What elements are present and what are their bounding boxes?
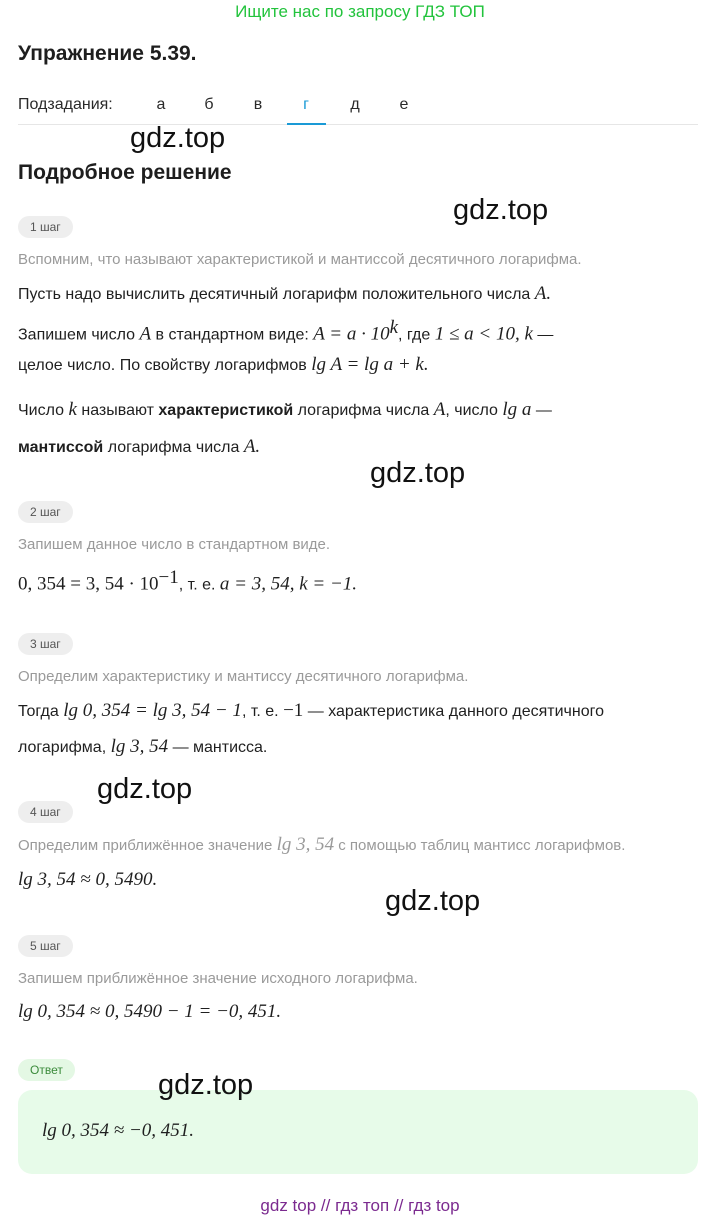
step-3-line-2: логарифма, lg 3, 54 — мантисса. [18, 736, 268, 757]
step-2-math: 0, 354 = 3, $54 \cdot 10^{-1}$, т. е. a = 3, 54, k = −1. [18, 567, 358, 595]
step-2-badge: 2 шаг [18, 501, 73, 523]
answer-math: lg 0, 354 ≈ −0, 451. [42, 1120, 195, 1141]
step-3-badge: 3 шаг [18, 633, 73, 655]
watermark: gdz.top [385, 885, 481, 917]
step-3-note: Определим характеристику и мантиссу десятичного логарифма. [18, 668, 469, 685]
step-5-note: Запишем приближённое значение исходного логарифма. [18, 970, 418, 987]
step-4-badge: 4 шаг [18, 801, 73, 823]
step-1-line-5: мантиссой логарифма числа A. [18, 436, 261, 457]
watermark: gdz.top [97, 773, 193, 805]
step-5-math: lg 0, 354 ≈ 0, 5490 − 1 = −0, 451. [18, 1001, 282, 1022]
active-tab-indicator [287, 123, 326, 125]
step-1-line-1: Пусть надо вычислить десятичный логарифм положительного числа A. [18, 283, 552, 304]
step-1-line-2: Запишем число A в стандартном виде: $A = a \cdot 10^k$, где 1 ≤ a < 10, k — [18, 317, 554, 345]
step-1-line-4: Число k называют характеристикой логарифма числа A, число lg a — [18, 399, 552, 420]
tab-g[interactable]: г [303, 96, 309, 113]
step-2-note: Запишем данное число в стандартном виде. [18, 536, 331, 553]
footer-links[interactable]: gdz top // гдз топ // гдз top [260, 1196, 460, 1215]
step-3-line-1: Тогда lg 0, 354 = lg 3, 54 − 1, т. е. −1 — характеристика данного десятичного [18, 700, 604, 721]
tab-v[interactable]: в [253, 96, 263, 113]
step-1-note: Вспомним, что называют характеристикой и мантиссой десятичного логарифма. [18, 251, 582, 268]
solution-heading: Подробное решение [18, 161, 232, 184]
subtasks-label: Подзадания: [18, 96, 113, 113]
tab-d[interactable]: д [350, 96, 360, 113]
tab-e[interactable]: е [399, 96, 409, 113]
watermark: gdz.top [453, 194, 549, 226]
step-4-math: lg 3, 54 ≈ 0, 5490. [18, 869, 158, 890]
tab-b[interactable]: б [204, 96, 214, 113]
tabs-divider [18, 124, 698, 125]
watermark: gdz.top [158, 1069, 254, 1101]
step-1-line-3: целое число. По свойству логарифмов lg A = lg a + k. [18, 354, 429, 375]
watermark: gdz.top [130, 122, 226, 154]
step-1-badge: 1 шаг [18, 216, 73, 238]
watermark: gdz.top [370, 457, 466, 489]
answer-badge: Ответ [18, 1059, 75, 1081]
page-title: Упражнение 5.39. [18, 42, 197, 65]
tab-a[interactable]: а [156, 96, 166, 113]
promo-banner: Ищите нас по запросу ГДЗ ТОП [235, 2, 485, 21]
step-5-badge: 5 шаг [18, 935, 73, 957]
step-4-note: Определим приближённое значение lg 3, 54 с помощью таблиц мантисс логарифмов. [18, 834, 626, 855]
